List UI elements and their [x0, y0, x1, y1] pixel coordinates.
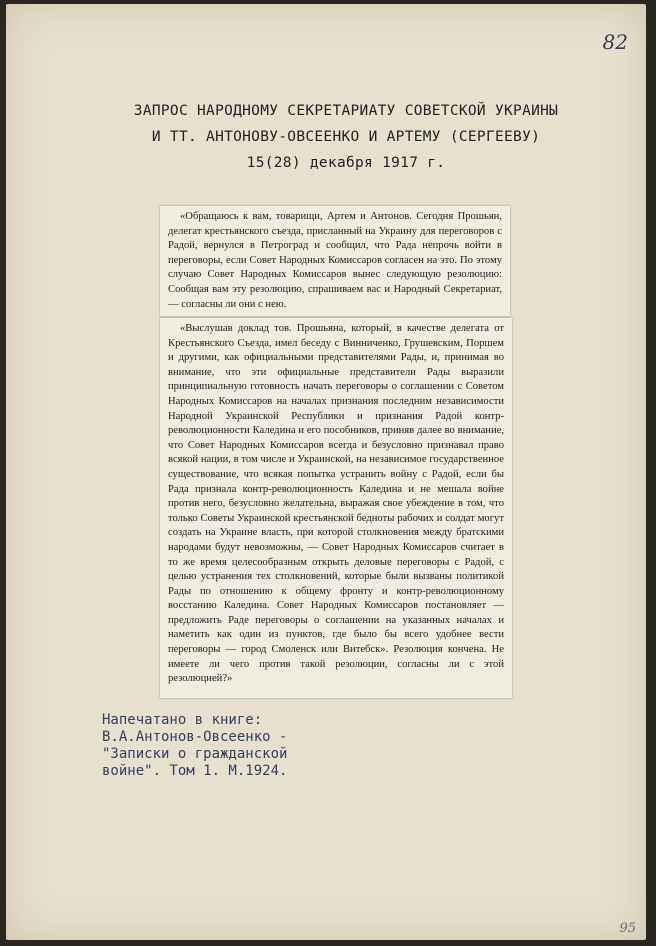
- note-line-2: В.А.Антонов-Овсеенко -: [102, 729, 288, 745]
- clipping-resolution-text: «Выслушав доклад тов. Прошьяна, который, в качестве делегата от Крестьянского Съезда, имел беседу с Винниченко, Грушевским, Поршем и другими, как официальными представителями Рады, и, принимая во внимание, что эти официальные представители Рады выразили принципиальную готовность начать переговоры о соглашении с Советом Народных Комиссаров на началах признания последним независимости Народной Украинской Республики и признания Радой контр-революционности Каледина и его пособников, приняв далее во внимание, что Совет Народных Комиссаров всегда и безусловно признавал право всякой нации, в том числе и Украинской, на независимое государственное существование, что всякая попытка устранить войну с Радой, если бы Рада признала контр-революционность Каледина и не мешала войне против него, безусловно желательна, выражая свое убеждение в том, что только Советы Украинской крестьянской бедноты рабочих и солдат могут создать на Украине власть, при которой столкновения между братскими народами будут невозможны, — Совет Народных Комиссаров считает в то же время целесообразным открыть деловые переговоры с Радой, с целью устранения тех столкновений, которые были вызваны политикой Рады по отношению к общему фронту и контр-революционному восстанию Каледина. Совет Народных Комиссаров постановляет — предложить Раде переговоры о соглашении на указанных началах и наметить как один из пунктов, где было бы всего удобнее вести переговоры — город Смоленск или Витебск». Резолюция кончена. Не имеете ли чего против такой резолюции, согласны ли с этой резолюцией?»: [168, 323, 504, 685]
- title-line-2: И ТТ. АНТОНОВУ-ОВСЕЕНКО И АРТЕМУ (СЕРГЕЕВУ): [151, 129, 541, 145]
- note-line-4: войне". Том 1. М.1924.: [102, 763, 288, 779]
- note-line-1: Напечатано в книге:: [102, 712, 263, 728]
- footer-mark: 95: [619, 921, 636, 936]
- note-line-3: "Записки о гражданской: [102, 746, 288, 762]
- clipping-intro-text: «Обращаюсь к вам, товарищи, Артем и Антонов. Сегодня Прошьян, делегат крестьянского съезда, присланный на Украину для переговоров с Радой, вернулся в Петроград и сообщил, что Рада непрочь войти в переговоры, если Совет Народных Комиссаров согласен на это. По этому случаю Совет Народных Комиссаров вынес следующую резолюцию: Сообщая вам эту резолюцию, спрашиваем вас и Народный Секретариат, — согласны ли они с нею.: [168, 211, 502, 310]
- newspaper-clipping-resolution: [160, 318, 512, 698]
- page-number: 82: [602, 30, 628, 54]
- document-sheet: [6, 4, 646, 940]
- document-title: [66, 98, 626, 176]
- title-date: 15(28) декабря 1917 г.: [246, 155, 446, 171]
- title-line-1: ЗАПРОС НАРОДНОМУ СЕКРЕТАРИАТУ СОВЕТСКОЙ УКРАИНЫ: [133, 103, 559, 119]
- newspaper-clipping-intro: [160, 206, 510, 316]
- publication-note: [102, 712, 362, 780]
